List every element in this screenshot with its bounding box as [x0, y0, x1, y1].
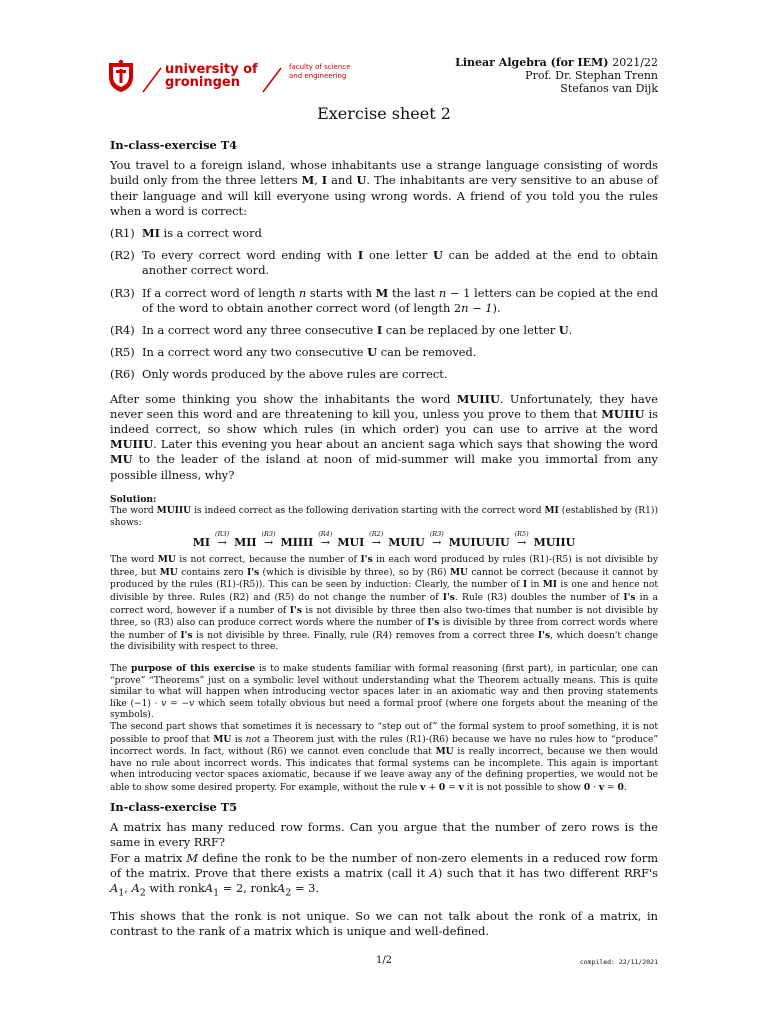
rule-text: If a correct word of length n starts with M the last n − 1 letters can be copied at the end of the word to obtain another correct word (of length 2n − 1).	[142, 285, 658, 315]
divider-slash-icon	[261, 66, 283, 94]
t5-definition: For a matrix M define the ronk to be the number of non-zero elements in a reduced row form of the matrix. Prove that there exists a matrix (call it A) such that it has two different RRF's $A_1$, $A_2$ with ronkA$_1$ = 2, ronkA$_2$ = 3.	[110, 850, 658, 899]
second-part-paragraph: The second part shows that sometimes it is necessary to “step out of” the formal system to proof something, it is not possible to proof that MU is not a Theorem just with the rules (R1)-(R6) because we have no rules how to “produce” incorrect words. In fact, without (R6) we cannot even conclude that MU is really incorrect, because we then would have no rule about incorrect words. This indicates that formal systems can be incomplete. This again is important when introducing vector spaces axiomatic, because if we leave away any of the defining properties, we would not be able to show some desired property. For example, without the rule v + 0 = v it is not possible to show 0 · v = 0.	[110, 721, 658, 793]
rule-label: (R1)	[110, 226, 135, 241]
solution-intro: The word MUIIU is indeed correct as the following derivation starting with the correct word MI (established by (R1)) shows:	[110, 505, 658, 529]
rule-text: To every correct word ending with I one letter U can be added at the end to obtain another correct word.	[142, 248, 658, 278]
t4-heading: In-class-exercise T4	[110, 138, 238, 152]
instructor-name: Prof. Dr. Stephan Trenn	[525, 69, 658, 82]
t4-story: After some thinking you show the inhabitants the word MUIIU. Unfortunately, they have never seen this word and are threatening to kill you, unless you prove to them that MUIIU is indeed correct, so show which rules (in which order) you can use to arrive at the word MUIIU. Later this evening you hear about an ancient saga which says that showing the word MU to the leader of the island at noon of mid-summer will make you immortal from any possible illness, why?	[110, 391, 658, 482]
rule-item	[110, 248, 658, 278]
derivation-word: MUIIU	[533, 535, 576, 549]
page-title: Exercise sheet 2	[317, 104, 451, 123]
assistant-name: Stefanos van Dijk	[560, 82, 658, 95]
purpose-paragraph: The purpose of this exercise is to make students familiar with formal reasoning (first part), in particular, one can “prove” “Theorems” just on a symbolic level without understanding what the Theorem actually means. This is quite similar to what will happen when introducing vector spaces later in an axiomatic way and then proving statements like (−1) · v = −v which seem totally obvious but need a formal proof (where one forgets about the meaning of the symbols).	[110, 662, 659, 721]
t4-intro: You travel to a foreign island, whose inhabitants use a strange language consisting of words build only from the three letters M, I and U. The inhabitants are very sensitive to an abuse of their language and will kill everyone using wrong words. A friend of you told you the rules when a word is correct:	[110, 158, 658, 218]
exercise-t4	[110, 138, 658, 795]
rule-label: (R5)	[110, 345, 135, 360]
rule-label: (R4)	[110, 323, 135, 338]
rule-label: (R6)	[110, 367, 135, 382]
derivation-word: MI	[192, 535, 211, 549]
course-title: Linear Algebra (for IEM) 2021/22	[455, 56, 658, 69]
course-header	[455, 56, 658, 95]
rule-text: In a correct word any two consecutive U can be removed.	[142, 345, 477, 360]
rule-item	[110, 226, 658, 241]
derivation-word: MUI	[337, 535, 365, 549]
rule-text: MI is a correct word	[142, 226, 262, 241]
rule-text: Only words produced by the above rules are correct.	[142, 367, 448, 382]
t5-remark: This shows that the ronk is not unique. So we can not talk about the ronk of a matrix, in contrast to the rank of a matrix which is unique and well-defined.	[110, 908, 658, 938]
derivation-arrow: (R3) →	[215, 529, 230, 549]
mu-argument: The word MU is not correct, because the number of I's in each word produced by rules (R1)-(R5) is not divisible by three, but MU contains zero I's (which is divisible by three), so by (R6) MU cannot be correct (because it cannot by produced by the rules (R1)-(R5)). This can be seen by induction: Clearly, the number of I in MI is one and hence not divisible by three. Rules (R2) and (R5) do not change the number of I's. Rule (R3) doubles the number of I's in a correct word, however if a number of I's is not divisible by three then also two-times that number is not divisible by three, so (R3) also can produce correct words where the number of I's is divisible by three from correct words where the number of I's is not divisible by three. Finally, rule (R4) removes from a correct three I's, which doesn't change the divisibility with respect to three.	[110, 554, 659, 653]
solution-label: Solution:	[110, 493, 157, 505]
divider-slash-icon	[141, 66, 163, 94]
rule-item	[110, 367, 658, 382]
derivation	[110, 529, 658, 549]
crest-icon	[106, 59, 136, 93]
rule-label: (R2)	[110, 248, 135, 263]
rule-item	[110, 286, 658, 316]
t5-heading: In-class-exercise T5	[110, 800, 238, 814]
derivation-arrow: (R5) →	[514, 529, 529, 549]
derivation-word: MII	[234, 535, 257, 549]
derivation-word: MIIII	[280, 535, 314, 549]
derivation-word: MUIUUIU	[448, 535, 510, 549]
derivation-arrow: (R4) →	[318, 529, 333, 549]
t5-question: A matrix has many reduced row forms. Can you argue that the number of zero rows is the same in every RRF?	[110, 820, 658, 850]
rule-label: (R3)	[110, 285, 135, 300]
rule-item	[110, 323, 658, 338]
rules-list	[110, 226, 658, 383]
exercise-t5	[110, 800, 658, 939]
rule-item	[110, 345, 658, 360]
faculty-name: faculty of science and engineering	[289, 63, 351, 80]
solution-block	[110, 494, 658, 795]
derivation-arrow: (R3) →	[261, 529, 276, 549]
university-name: university of groningen	[165, 62, 258, 90]
page-number: 1/2	[375, 955, 393, 966]
university-crest-logo	[106, 56, 136, 96]
derivation-arrow: (R3) →	[429, 529, 444, 549]
compiled-date: compiled: 22/11/2021	[579, 958, 658, 966]
derivation-arrow: (R2) →	[369, 529, 384, 549]
derivation-word: MUIU	[388, 535, 425, 549]
rule-text: In a correct word any three consecutive I can be replaced by one letter U.	[142, 323, 573, 338]
